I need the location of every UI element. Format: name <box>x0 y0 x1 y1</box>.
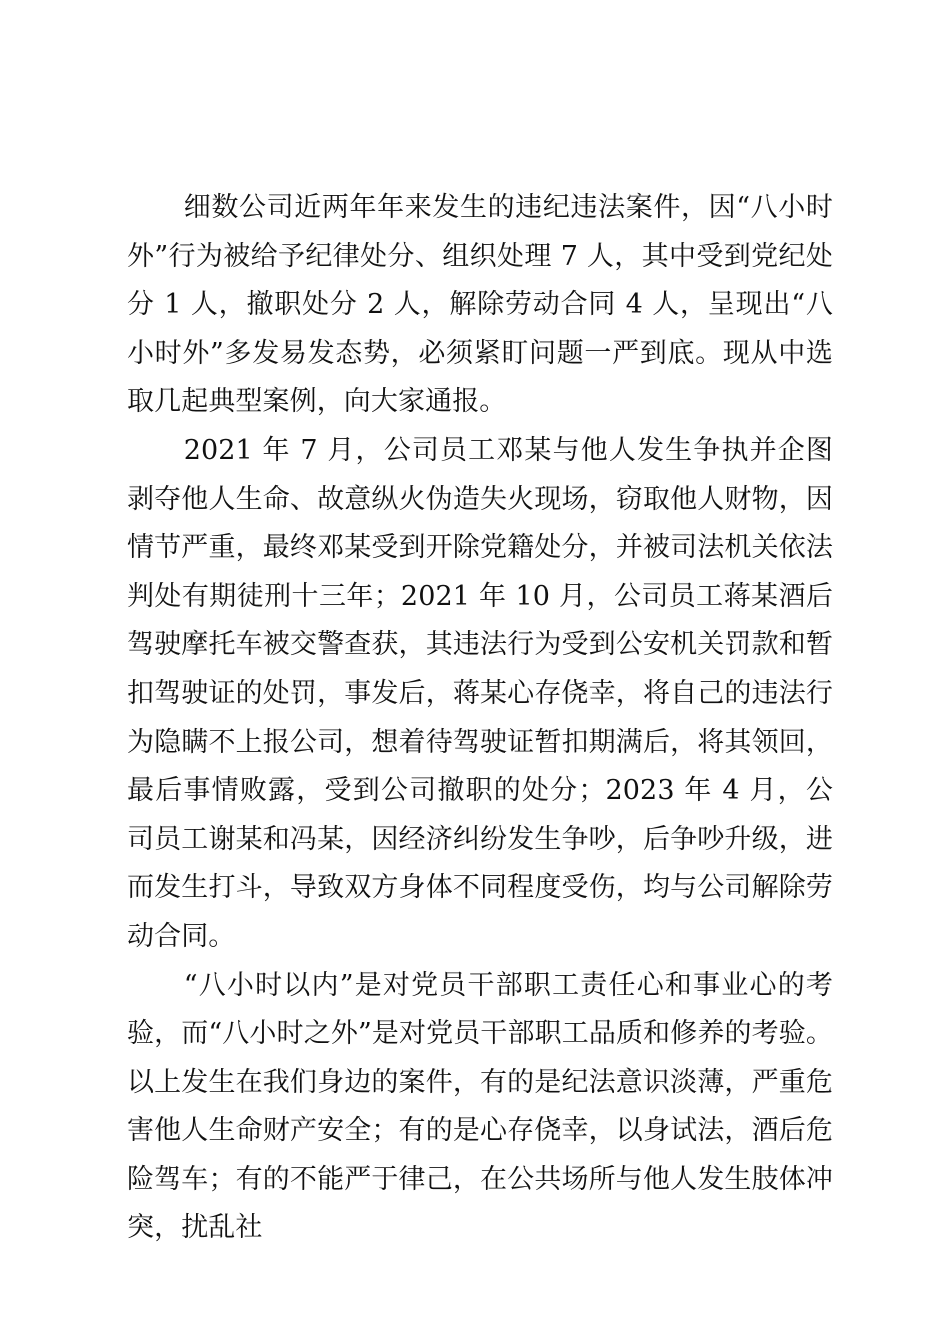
paragraph-case-details: 2021 年 7 月，公司员工邓某与他人发生争执并企图剥夺他人生命、故意纵火伪造失火现场，窃取他人财物，因情节严重，最终邓某受到开除党籍处分，并被司法机关依法判处有期徒刑十三年；2021 年 10 月，公司员工蒋某酒后驾驶摩托车被交警查获，其违法行为受到公安机关罚款和暂扣驾驶证的处罚，事发后，蒋某心存侥幸，将自己的违法行为隐瞒不上报公司，想着待驾驶证暂扣期满后，将其领回，最后事情败露，受到公司撤职的处分；2023 年 4 月，公司员工谢某和冯某，因经济纠纷发生争吵，后争吵升级，进而发生打斗，导致双方身体不同程度受伤，均与公司解除劳动合同。 <box>127 434 833 952</box>
paragraph-analysis: “八小时以内”是对党员干部职工责任心和事业心的考验，而“八小时之外”是对党员干部职工品质和修养的考验。以上发生在我们身边的案件，有的是纪法意识淡薄，严重危害他人生命财产安全；有的是心存侥幸，以身试法，酒后危险驾车；有的不能严于律己，在公共场所与他人发生肢体冲突，扰乱社 <box>127 969 833 1244</box>
paragraph-case-summary: 细数公司近两年年来发生的违纪违法案件，因“八小时外”行为被给予纪律处分、组织处理 7 人，其中受到党纪处分 1 人，撤职处分 2 人，解除劳动合同 4 人，呈现出“八小时外”多发易发态势，必须紧盯问题一严到底。现从中选取几起典型案例，向大家通报。 <box>127 192 833 418</box>
document-body <box>127 184 833 1253</box>
